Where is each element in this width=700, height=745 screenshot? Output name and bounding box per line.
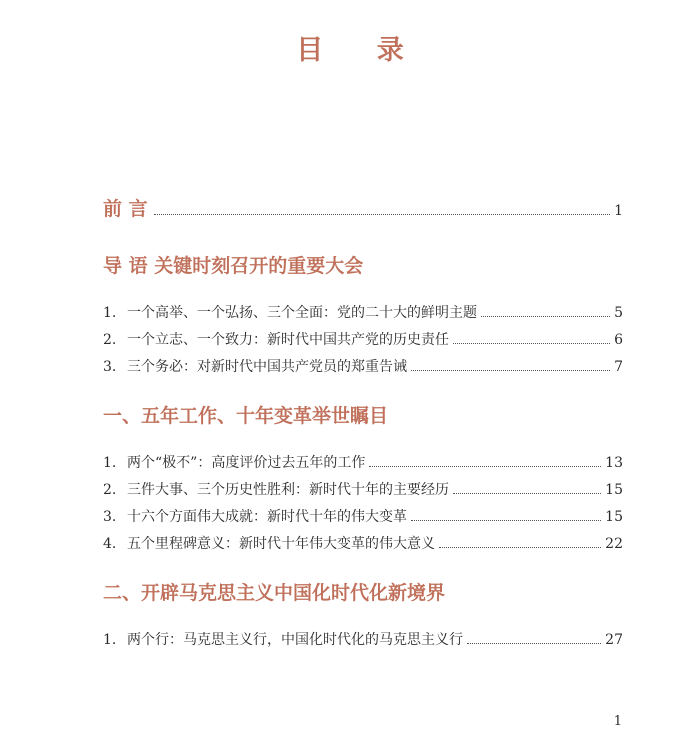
leader-dots xyxy=(154,214,610,215)
toc-entry[interactable] xyxy=(103,526,623,553)
toc-page-number: 7 xyxy=(614,359,623,375)
toc-entry-title: 五个里程碑意义：新时代十年伟大变革的伟大意义 xyxy=(127,536,435,552)
toc-page-number: 13 xyxy=(605,455,623,471)
toc-section-heading[interactable]: 二、开辟马克思主义中国化时代化新境界 xyxy=(103,582,446,604)
leader-dots xyxy=(453,493,601,494)
toc-page-number: 15 xyxy=(605,509,623,525)
toc-entry[interactable] xyxy=(103,295,623,322)
toc-entry-title: 三个务必：对新时代中国共产党员的郑重告诫 xyxy=(127,359,407,375)
toc-entry[interactable] xyxy=(103,622,623,649)
toc-entry-number: 2. xyxy=(103,482,117,498)
toc-entry-number: 4. xyxy=(103,536,117,552)
toc-entry-title: 一个立志、一个致力：新时代中国共产党的历史责任 xyxy=(127,332,449,348)
toc-page-number: 5 xyxy=(614,305,623,321)
table-of-contents xyxy=(103,197,623,649)
leader-dots xyxy=(439,547,601,548)
toc-page-number: 15 xyxy=(605,482,623,498)
leader-dots xyxy=(411,370,610,371)
footer-page-number: 1 xyxy=(613,714,622,729)
toc-page-number: 6 xyxy=(614,332,623,348)
leader-dots xyxy=(411,520,601,521)
leader-dots xyxy=(481,316,610,317)
toc-entry-title: 两个“极不”：高度评价过去五年的工作 xyxy=(127,455,366,471)
toc-entry-number: 3. xyxy=(103,359,117,375)
toc-section-heading[interactable]: 一、五年工作、十年变革举世瞩目 xyxy=(103,405,389,427)
toc-page-number: 27 xyxy=(605,632,623,648)
toc-entry[interactable] xyxy=(103,499,623,526)
toc-entry-number: 1. xyxy=(103,305,117,321)
toc-entry-title: 十六个方面伟大成就：新时代十年的伟大变革 xyxy=(127,509,407,525)
toc-section-heading[interactable]: 导 语 关键时刻召开的重要大会 xyxy=(103,255,364,277)
leader-dots xyxy=(453,343,610,344)
toc-entry-title: 一个高举、一个弘扬、三个全面：党的二十大的鲜明主题 xyxy=(127,305,477,321)
toc-entry-number: 1. xyxy=(103,632,117,648)
toc-page-number: 1 xyxy=(614,203,623,219)
toc-entry[interactable] xyxy=(103,349,623,376)
leader-dots xyxy=(369,466,601,467)
toc-entry-number: 1. xyxy=(103,455,117,471)
toc-entry-number: 2. xyxy=(103,332,117,348)
toc-page-number: 22 xyxy=(605,536,623,552)
leader-dots xyxy=(467,643,601,644)
toc-preface-label: 前 言 xyxy=(103,198,148,220)
toc-entry[interactable] xyxy=(103,322,623,349)
toc-entry-number: 3. xyxy=(103,509,117,525)
toc-preface-row[interactable] xyxy=(103,197,623,221)
toc-entry-title: 两个行：马克思主义行，中国化时代化的马克思主义行 xyxy=(127,632,463,648)
page-title: 目 录 xyxy=(296,35,426,66)
toc-entry[interactable] xyxy=(103,472,623,499)
toc-entry[interactable] xyxy=(103,445,623,472)
toc-entry-title: 三件大事、三个历史性胜利：新时代十年的主要经历 xyxy=(127,482,449,498)
